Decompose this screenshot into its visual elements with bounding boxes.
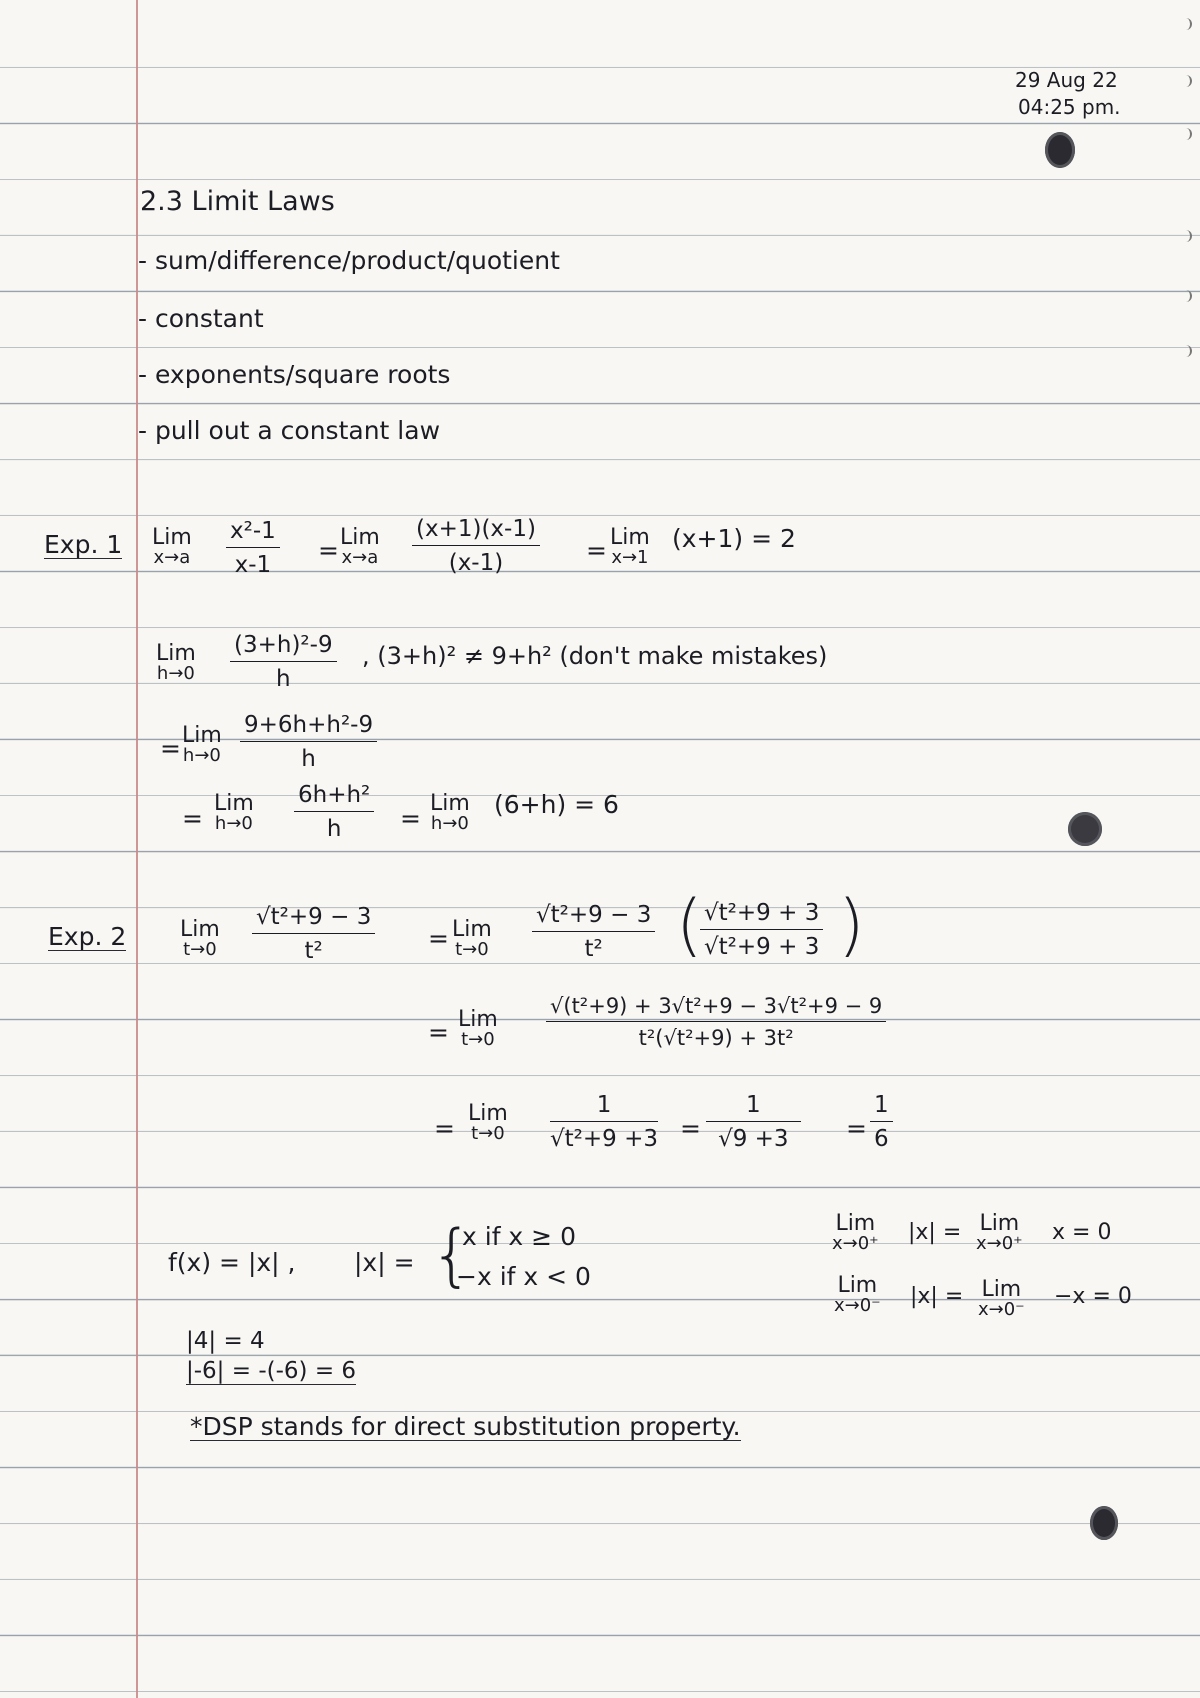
ex1b-fraction-1 xyxy=(230,632,337,692)
law-item-3: - exponents/square roots xyxy=(138,360,451,389)
brace: { xyxy=(430,1216,474,1295)
numerator: 1 xyxy=(706,1092,801,1122)
abs-example-negative: |-6| = -(-6) = 6 xyxy=(186,1358,357,1384)
ex2-lim-3 xyxy=(458,1008,498,1050)
denominator: √t²+9 + 3 xyxy=(704,934,820,960)
equals-sign: = xyxy=(586,536,607,565)
punch-hole-middle xyxy=(1068,812,1102,846)
example-1-label: Exp. 1 xyxy=(44,530,123,559)
denominator: (x-1) xyxy=(448,550,504,576)
lim-sub: x→1 xyxy=(611,547,649,569)
abs-case-positive: x if x ≥ 0 xyxy=(462,1222,576,1251)
lim-sub: x→0⁺ xyxy=(832,1233,879,1255)
equals-sign: = xyxy=(846,1114,867,1143)
edge-tick xyxy=(1182,345,1192,357)
law-item-2: - constant xyxy=(138,304,264,333)
punch-hole-bottom xyxy=(1090,1506,1118,1540)
numerator: √t²+9 + 3 xyxy=(700,900,823,930)
lim-word: Lim xyxy=(835,1211,876,1236)
edge-tick xyxy=(1182,128,1192,140)
lim-word: Lim xyxy=(214,791,254,816)
lim-word: Lim xyxy=(452,917,492,942)
ex1b-lim-3 xyxy=(214,792,254,834)
lim-sub: t→0 xyxy=(461,1029,495,1051)
denominator: t² xyxy=(584,936,603,962)
abs-left-mid: |x| = xyxy=(910,1284,964,1309)
lim-sub: x→0⁻ xyxy=(978,1299,1025,1321)
edge-tick xyxy=(1182,75,1192,87)
abs-piecewise-label: |x| = xyxy=(354,1248,415,1277)
abs-case-negative: −x if x < 0 xyxy=(456,1262,591,1291)
edge-tick xyxy=(1182,18,1192,30)
ex2-rationalizer xyxy=(700,900,823,960)
numerator: 1 xyxy=(550,1092,658,1122)
ex2-lim-2 xyxy=(452,918,492,960)
lim-sub: x→a xyxy=(341,547,379,569)
abs-function-def: f(x) = |x| , xyxy=(168,1248,296,1277)
lim-sub: h→0 xyxy=(214,813,253,835)
lim-sub: h→0 xyxy=(182,745,221,767)
ex1-result: (x+1) = 2 xyxy=(672,524,796,553)
ex2-fraction-1 xyxy=(252,904,375,964)
abs-left-result: −x = 0 xyxy=(1054,1284,1132,1309)
denominator: √9 +3 xyxy=(718,1126,789,1152)
equals-sign: = xyxy=(434,1114,455,1143)
lim-word: Lim xyxy=(981,1277,1022,1302)
lim-sub: x→0⁻ xyxy=(834,1295,881,1317)
page-title: 2.3 Limit Laws xyxy=(140,186,335,217)
denominator: h xyxy=(276,666,291,692)
ex1b-lim-1 xyxy=(156,642,196,684)
note-date: 29 Aug 22 xyxy=(1015,68,1118,92)
equals-sign: = xyxy=(428,1018,449,1047)
denominator: x-1 xyxy=(234,552,272,578)
equals-sign: = xyxy=(400,804,421,833)
abs-lim-right-1 xyxy=(832,1212,879,1254)
numerator: √t²+9 − 3 xyxy=(252,904,375,934)
ex1-fraction-1 xyxy=(226,518,280,578)
numerator: √(t²+9) + 3√t²+9 − 3√t²+9 − 9 xyxy=(546,994,886,1022)
ex1b-fraction-3 xyxy=(294,782,374,842)
equals-sign: = xyxy=(680,1114,701,1143)
abs-example-positive: |4| = 4 xyxy=(186,1328,265,1354)
lim-word: Lim xyxy=(182,723,222,748)
abs-lim-left-1 xyxy=(834,1274,881,1316)
lim-sub: t→0 xyxy=(455,939,489,961)
punch-hole-top xyxy=(1045,132,1075,168)
ex2-fraction-4 xyxy=(550,1092,658,1152)
ex1b-fraction-2 xyxy=(240,712,377,772)
lim-sub: x→a xyxy=(153,547,191,569)
left-paren: ( xyxy=(676,886,703,965)
example-2-label: Exp. 2 xyxy=(48,922,127,951)
denominator: t² xyxy=(304,938,323,964)
numerator: 9+6h+h²-9 xyxy=(240,712,377,742)
edge-tick xyxy=(1182,290,1192,302)
ex1-lim-2 xyxy=(340,526,380,568)
lim-sub: t→0 xyxy=(183,939,217,961)
equals-sign: = xyxy=(160,734,181,763)
ex2-fraction-5 xyxy=(706,1092,801,1152)
dsp-note: *DSP stands for direct substitution property. xyxy=(190,1412,741,1441)
lim-sub: h→0 xyxy=(430,813,469,835)
ex1b-result: (6+h) = 6 xyxy=(494,790,619,819)
equals-sign: = xyxy=(318,536,339,565)
abs-right-mid: |x| = xyxy=(908,1220,962,1245)
abs-lim-left-2 xyxy=(978,1278,1025,1320)
denominator: 6 xyxy=(874,1126,889,1152)
equals-sign: = xyxy=(428,924,449,953)
ex1-lim-1 xyxy=(152,526,192,568)
lim-sub: x→0⁺ xyxy=(976,1233,1023,1255)
note-time: 04:25 pm. xyxy=(1018,95,1121,119)
lim-word: Lim xyxy=(468,1101,508,1126)
numerator: (3+h)²-9 xyxy=(230,632,337,662)
denominator: t²(√t²+9) + 3t² xyxy=(638,1026,794,1050)
numerator: x²-1 xyxy=(226,518,280,548)
denominator: h xyxy=(301,746,316,772)
ex1-lim-3 xyxy=(610,526,650,568)
denominator: √t²+9 +3 xyxy=(550,1126,659,1152)
ex1b-warning-note: , (3+h)² ≠ 9+h² (don't make mistakes) xyxy=(362,642,828,670)
ex1b-lim-2 xyxy=(182,724,222,766)
lim-word: Lim xyxy=(156,641,196,666)
lim-word: Lim xyxy=(340,525,380,550)
numerator: 6h+h² xyxy=(294,782,374,812)
edge-tick xyxy=(1182,230,1192,242)
equals-sign: = xyxy=(182,804,203,833)
ex2-lim-1 xyxy=(180,918,220,960)
ex1-fraction-2 xyxy=(412,516,540,576)
lim-word: Lim xyxy=(837,1273,878,1298)
ex2-lim-4 xyxy=(468,1102,508,1144)
lim-word: Lim xyxy=(152,525,192,550)
ex2-answer-fraction xyxy=(870,1092,893,1152)
lim-word: Lim xyxy=(979,1211,1020,1236)
lim-sub: t→0 xyxy=(471,1123,505,1145)
ex2-fraction-3 xyxy=(546,994,886,1050)
lim-word: Lim xyxy=(458,1007,498,1032)
denominator: h xyxy=(326,816,342,842)
numerator: 1 xyxy=(870,1092,893,1122)
abs-right-result: x = 0 xyxy=(1052,1220,1112,1245)
lim-word: Lim xyxy=(180,917,220,942)
lim-sub: h→0 xyxy=(156,663,195,685)
ex1b-lim-4 xyxy=(430,792,470,834)
ex2-fraction-2 xyxy=(532,902,655,962)
lim-word: Lim xyxy=(610,525,650,550)
numerator: (x+1)(x-1) xyxy=(412,516,540,546)
numerator: √t²+9 − 3 xyxy=(532,902,655,932)
law-item-4: - pull out a constant law xyxy=(138,416,441,445)
lim-word: Lim xyxy=(430,791,470,816)
right-paren: ) xyxy=(838,886,865,965)
law-item-1: - sum/difference/product/quotient xyxy=(138,246,560,275)
abs-lim-right-2 xyxy=(976,1212,1023,1254)
